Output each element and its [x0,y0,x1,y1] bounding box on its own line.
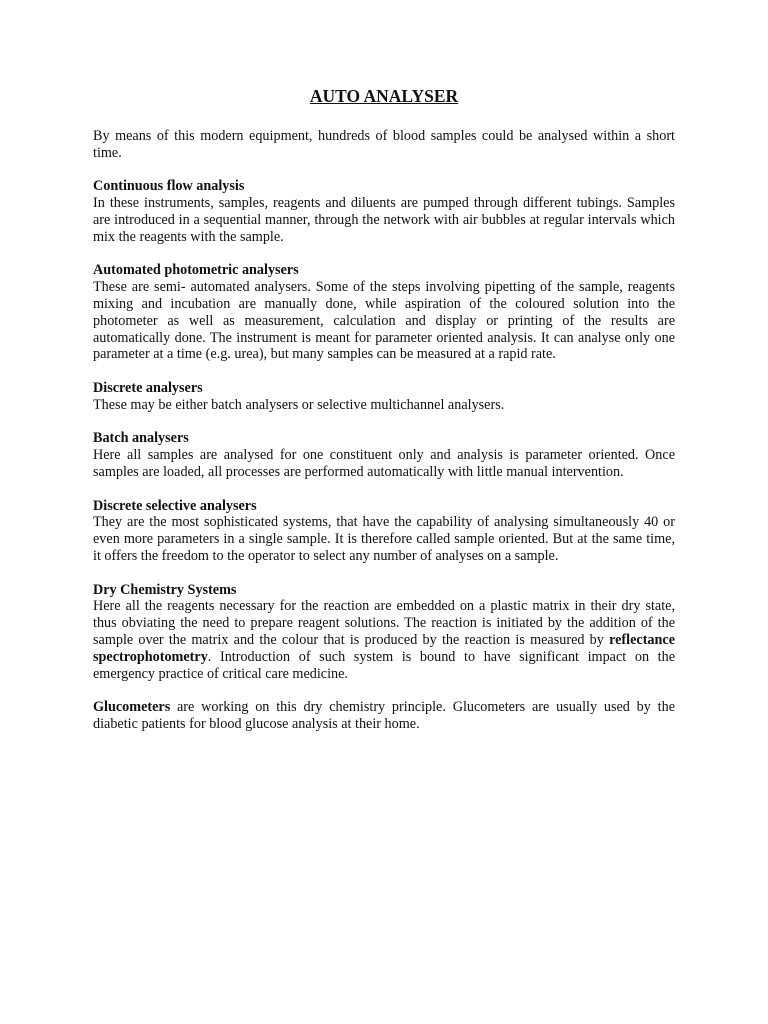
section-body: These are semi- automated analysers. Some of the steps involving pipetting of the sample, reagents mixing and incubation are manually done, while aspiration of the coloured solution into the photometer as well as measurement, calculation and display or printing of the results are automatically done. The instrument is meant for parameter oriented analysis. It can analyse only one parameter at a time (e.g. urea), but many samples can be measured at a rapid rate. [93,279,675,363]
closing-section [93,699,675,733]
closing-bold-term: Glucometers [93,699,171,716]
section-body: These may be either batch analysers or selective multichannel analysers. [93,396,505,413]
intro-paragraph: By means of this modern equipment, hundreds of blood samples could be analysed within a short time. [93,128,675,161]
section-heading: Discrete selective analysers [93,497,257,514]
document-page [93,84,675,749]
section-paragraph [93,262,675,363]
section-batch-analysers [93,430,675,480]
section-body: They are the most sophisticated systems, that have the capability of analysing simultaneously 40 or even more parameters in a single sample. It is therefore called sample oriented. But at the same time, it offers the freedom to the operator to select any number of analyses on a sample. [93,514,675,564]
section-automated-photometric [93,262,675,363]
section-continuous-flow [93,178,675,245]
section-body-after: . Introduction of such system is bound to have significant impact on the emergency practice of critical care medicine. [93,648,675,682]
intro-section [93,128,675,162]
section-body: Here all samples are analysed for one constituent only and analysis is parameter oriented. Once samples are loaded, all processes are performed automatically with little manual intervention. [93,447,675,480]
section-heading: Continuous flow analysis [93,178,245,195]
section-discrete-selective [93,498,675,565]
section-paragraph [93,430,675,480]
section-body: In these instruments, samples, reagents and diluents are pumped through different tubings. Samples are introduced in a sequential manner, through the network with air bubbles at regular intervals which mix the reagents with the sample. [93,195,675,245]
section-paragraph [93,380,675,414]
section-discrete-analysers [93,380,675,414]
section-paragraph [93,178,675,245]
section-paragraph [93,498,675,565]
section-paragraph [93,582,675,683]
section-dry-chemistry [93,582,675,683]
closing-text: are working on this dry chemistry principle. Glucometers are usually used by the diabetic patients for blood glucose analysis at their home. [93,699,675,732]
section-body-before: Here all the reagents necessary for the reaction are embedded on a plastic matrix in their dry state, thus obviating the need to prepare reagent solutions. The reaction is initiated by the addition of the sample over the matrix and the colour that is produced by the reaction is measured by [93,598,675,648]
section-heading: Discrete analysers [93,379,203,396]
document-title: AUTO ANALYSER [309,86,459,106]
section-heading: Batch analysers [93,430,189,447]
closing-paragraph [93,699,675,733]
section-heading: Automated photometric analysers [93,262,299,279]
section-body-bold: reflectance spectrophotometry [93,631,675,665]
section-heading: Dry Chemistry Systems [93,581,237,598]
